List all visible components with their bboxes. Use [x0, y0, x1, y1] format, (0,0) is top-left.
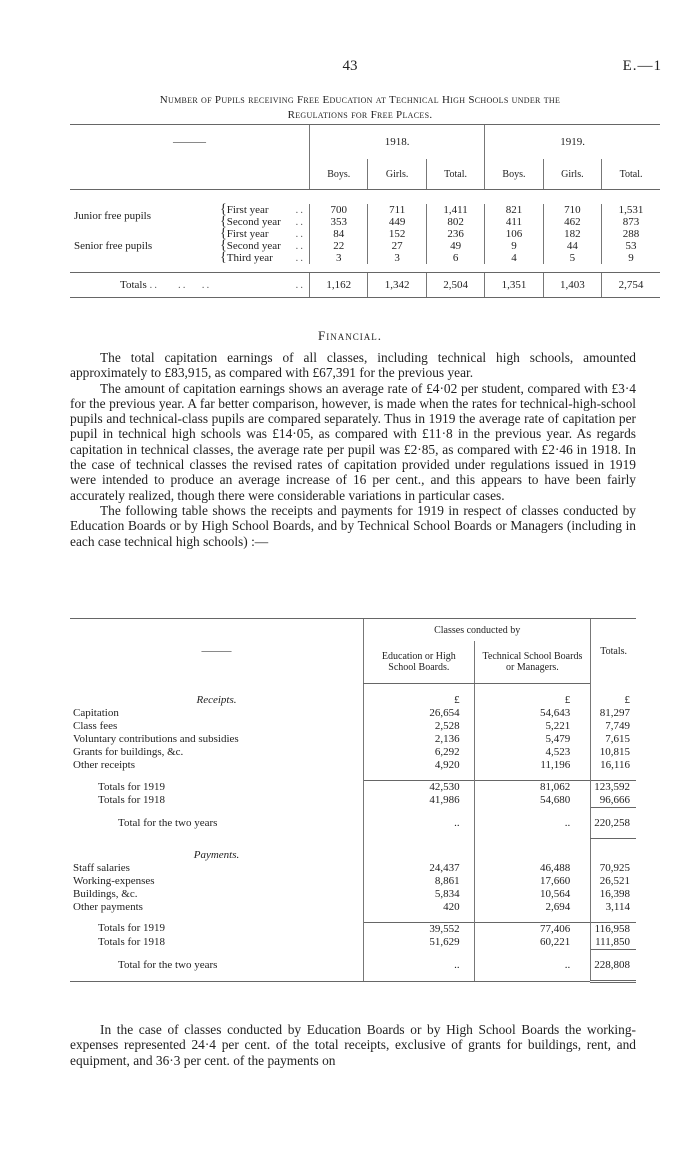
row-label: Class fees: [73, 720, 118, 732]
table-row: [70, 949, 636, 981]
table1-title-line1: Number of Pupils receiving Free Education at Technical High Schools under the: [159, 94, 561, 106]
table-row: [70, 794, 636, 808]
closing-text: [70, 1022, 636, 1068]
col-girls-1919: Girls.: [543, 159, 601, 190]
cell: 6,292: [364, 746, 475, 759]
cell: 4: [485, 252, 543, 264]
cell: 1,162: [310, 273, 368, 298]
cell: 182: [543, 228, 601, 240]
cell: 16,398: [591, 888, 636, 901]
cell: 27: [368, 240, 426, 252]
cell: 711: [368, 204, 426, 216]
table-row: [70, 720, 636, 733]
cell: 81,062: [474, 781, 591, 795]
cell: 288: [602, 228, 660, 240]
cell: ..: [474, 949, 591, 981]
cell: 41,986: [364, 794, 475, 808]
cell: 449: [368, 216, 426, 228]
col-boys-1919: Boys.: [485, 159, 543, 190]
row-label: Totals for 1919: [98, 780, 166, 793]
cell: 22: [310, 240, 368, 252]
cell: 49: [426, 240, 484, 252]
cell: 3: [368, 252, 426, 264]
paragraph: In the case of classes conducted by Education Boards or by High School Boards the working-expenses represented 24·4 per cent. of the total receipts, exclusive of grants for buildings, rent, and equipment, and 36·3 per cent. of the payments on: [70, 1022, 636, 1068]
table1-title-line2: Regulations for Free Places.: [287, 109, 433, 121]
row-label: Buildings, &c.: [73, 887, 138, 900]
cell: 70,925: [591, 862, 636, 875]
cell: 54,643: [474, 707, 591, 720]
paragraph: The amount of capitation earnings shows an average rate of £4·02 per student, compared with £3·4 for the previous year. A far better comparison, however, is made when the rates for technical-high-school pupils and technical-class pupils are compared separately. Thus in 1919 the average rate of capitation per pupil in technical high schools was £14·05, as compared with £11·8 in the previous year. As regards capitation in technical classes, the average rate per pupil was £2·85, as compared with £2·46 in 1918. In the case of technical classes the revised rates of capitation provided under regulations issued in 1919 were intended to produce an average increase of 16 per cent., and this appears to have been fairly accurately realized, though there were considerable variations in particular cases.: [70, 380, 636, 503]
table2-stub-header: ———: [70, 619, 364, 684]
row-sub-label: {Third year: [219, 250, 273, 265]
table-row: [70, 759, 636, 772]
cell: 17,660: [474, 875, 591, 888]
financial-heading: Financial.: [318, 328, 382, 343]
cell: 9: [602, 252, 660, 264]
totals-label: Totals: [120, 279, 147, 291]
table-row: {Second year .. 22 27 49 9 44 53: [70, 240, 660, 252]
row-label: Voluntary contributions and subsidies: [73, 733, 239, 745]
financial-text: [70, 350, 636, 549]
cell: 116,958: [591, 922, 636, 936]
cell: 710: [543, 204, 601, 216]
table1-title: [70, 93, 650, 123]
cell: 26,521: [591, 875, 636, 888]
row-sub-label: {First year: [219, 202, 269, 217]
table-row: [70, 936, 636, 950]
year-1918-header: 1918.: [310, 125, 485, 160]
cell: 411: [485, 216, 543, 228]
cell: ..: [364, 808, 475, 839]
cell: 39,552: [364, 922, 475, 936]
cell: 84: [310, 228, 368, 240]
cell: ..: [474, 808, 591, 839]
cell: 1,411: [426, 204, 484, 216]
payments-label: Payments.: [193, 848, 240, 861]
row-label: Totals for 1918: [98, 935, 166, 948]
table-row: [70, 901, 636, 914]
table-row: {Third year .. 3 3 6 4 5 9: [70, 252, 660, 264]
row-label: Total for the two years: [70, 949, 364, 981]
cell: 2,528: [364, 720, 475, 733]
row-label: Totals for 1919: [98, 922, 166, 935]
cell: 16,116: [591, 759, 636, 772]
cell: 60,221: [474, 936, 591, 950]
year-1919-header: 1919.: [485, 125, 660, 160]
table-row: [70, 733, 636, 746]
cell: ..: [364, 949, 475, 981]
cell: 42,530: [364, 781, 475, 795]
cell: 2,694: [474, 901, 591, 914]
cell: 5,221: [474, 720, 591, 733]
cell: 353: [310, 216, 368, 228]
paragraph: The following table shows the receipts and payments for 1919 in respect of classes conducted by Education Boards or by High School Boards, and by Technical School Boards or Managers (including in each case technical high schools) :—: [70, 502, 636, 549]
cell: 462: [543, 216, 601, 228]
table-row: [70, 875, 636, 888]
cell: 3,114: [591, 901, 636, 914]
free-pupils-table: [70, 124, 660, 298]
receipts-label: Receipts.: [196, 693, 237, 706]
cell: 24,437: [364, 862, 475, 875]
table-row: [70, 922, 636, 936]
cell: 700: [310, 204, 368, 216]
table-row: [70, 888, 636, 901]
totals-row: Totals .. .. .. .. 1,162 1,342 2,504 1,351 1,403 2,754: [70, 273, 660, 298]
cell: 5,834: [364, 888, 475, 901]
cell: 7,749: [591, 720, 636, 733]
cell: 220,258: [591, 808, 636, 839]
cell: 2,136: [364, 733, 475, 746]
cell: 26,654: [364, 707, 475, 720]
col-total-1919: Total.: [602, 159, 660, 190]
cell: 10,564: [474, 888, 591, 901]
currency-symbol: £: [364, 684, 475, 708]
cell: 7,615: [591, 733, 636, 746]
cell: 1,531: [602, 204, 660, 216]
group-label: Junior free pupils: [74, 209, 151, 222]
row-label: Other receipts: [73, 759, 135, 771]
paragraph: The total capitation earnings of all classes, including technical high schools, amounted approximately to £83,915, as compared with £67,391 for the previous year.: [70, 350, 636, 381]
table1-stub-header: ———: [70, 125, 310, 160]
currency-symbol: £: [474, 684, 591, 708]
cell: 152: [368, 228, 426, 240]
cell: 3: [310, 252, 368, 264]
row-label: Other payments: [73, 900, 143, 913]
document-reference: E.—1: [622, 58, 662, 74]
row-label: Total for the two years: [118, 817, 218, 829]
row-label: Capitation: [73, 707, 119, 719]
cell: 6: [426, 252, 484, 264]
row-label: Grants for buildings, &c.: [73, 746, 184, 758]
cell: 44: [543, 240, 601, 252]
cell: 2,504: [426, 273, 484, 298]
row-sub-label: {First year: [219, 226, 269, 241]
cell: 1,403: [543, 273, 601, 298]
cell: 2,754: [602, 273, 660, 298]
page-number: 43: [342, 58, 358, 74]
cell: 111,850: [591, 936, 636, 950]
cell: 1,351: [485, 273, 543, 298]
table-row: Senior free pupils {First year .. 84 152 236 106 182 288: [70, 228, 660, 240]
table-row: [70, 781, 636, 795]
cell: 5,479: [474, 733, 591, 746]
group-label: Senior free pupils: [74, 239, 153, 252]
cell: 4,920: [364, 759, 475, 772]
cell: 1,342: [368, 273, 426, 298]
cell: 4,523: [474, 746, 591, 759]
col-totals-header: Totals.: [591, 619, 636, 684]
cell: 46,488: [474, 862, 591, 875]
cell: 96,666: [591, 794, 636, 808]
cell: 5: [543, 252, 601, 264]
cell: 81,297: [591, 707, 636, 720]
table-row: [70, 707, 636, 720]
table-row: [70, 862, 636, 875]
cell: 236: [426, 228, 484, 240]
row-label: Totals for 1918: [98, 794, 166, 807]
table-row: [70, 746, 636, 759]
cell: 821: [485, 204, 543, 216]
col-education-boards-header: Education or High School Boards.: [364, 641, 475, 684]
cell: 10,815: [591, 746, 636, 759]
col-total-1918: Total.: [426, 159, 484, 190]
cell: 77,406: [474, 922, 591, 936]
cell: 11,196: [474, 759, 591, 772]
col-boys-1918: Boys.: [310, 159, 368, 190]
col-technical-boards-header: Technical School Boards or Managers.: [474, 641, 591, 684]
table-row: Junior free pupils {First year .. 700 711 1,411 821 710 1,531: [70, 204, 660, 216]
cell: 51,629: [364, 936, 475, 950]
cell: 873: [602, 216, 660, 228]
cell: 8,861: [364, 875, 475, 888]
table-row: {Second year .. 353 449 802 411 462 873: [70, 216, 660, 228]
cell: 9: [485, 240, 543, 252]
cell: 802: [426, 216, 484, 228]
receipts-payments-table: [70, 618, 636, 983]
row-sub-label: {Second year: [219, 214, 281, 229]
row-sub-label: {Second year: [219, 238, 281, 253]
currency-symbol: £: [591, 684, 636, 708]
cell: 106: [485, 228, 543, 240]
classes-conducted-header: Classes conducted by: [364, 619, 591, 642]
cell: 228,808: [591, 949, 636, 981]
cell: 420: [364, 901, 475, 914]
cell: 123,592: [591, 781, 636, 795]
table-row: [70, 808, 636, 839]
cell: 54,680: [474, 794, 591, 808]
cell: 53: [602, 240, 660, 252]
row-label: Staff salaries: [73, 861, 130, 874]
col-girls-1918: Girls.: [368, 159, 426, 190]
row-label: Working-expenses: [73, 874, 155, 887]
